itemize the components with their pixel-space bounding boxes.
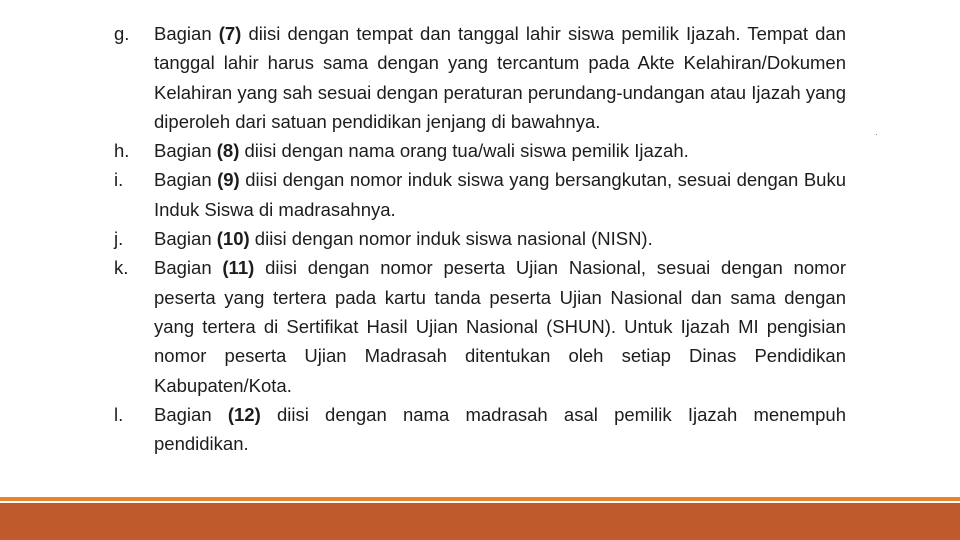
- item-number: (11): [222, 257, 255, 279]
- item-number: (7): [218, 23, 242, 44]
- list-item-i: [114, 165, 846, 224]
- list-letter: i.: [114, 169, 124, 191]
- list-letter: h.: [114, 140, 130, 162]
- list-item-text: [154, 253, 846, 399]
- list-item-l: [114, 400, 846, 459]
- list-item-text: [154, 400, 846, 459]
- item-prefix: Bagian: [154, 403, 228, 425]
- list-letter: j.: [114, 228, 124, 250]
- item-description: diisi dengan nama madrasah asal pemilik Ijazah menempuh pendidikan.: [154, 403, 846, 455]
- item-prefix: Bagian: [154, 140, 217, 162]
- list-item-g: [114, 19, 846, 136]
- list-item-text: [154, 224, 846, 253]
- item-number: (10): [216, 228, 250, 250]
- item-description: diisi dengan tempat dan tanggal lahir siswa pemilik Ijazah. Tempat dan tanggal lahir harus sama dengan yang tercantum pada Akte Kelahiran/Dokumen Kelahiran yang sah sesuai dengan peraturan perundang-undangan atau Ijazah yang diperoleh dari satuan pendidikan jenjang di bawahnya.: [154, 23, 846, 132]
- stray-dot: [876, 134, 877, 135]
- list-item-j: [114, 224, 846, 253]
- item-prefix: Bagian: [154, 169, 218, 191]
- item-number: (12): [227, 403, 261, 425]
- list-item-h: [114, 136, 846, 165]
- item-description: diisi dengan nomor induk siswa nasional (NISN).: [249, 228, 653, 250]
- item-prefix: Bagian: [154, 257, 223, 279]
- document-list: [114, 19, 846, 458]
- item-prefix: Bagian: [154, 23, 219, 44]
- footer-band-thick: [0, 503, 960, 540]
- list-item-text: [154, 165, 846, 224]
- list-letter: k.: [114, 257, 129, 279]
- item-description: diisi dengan nomor peserta Ujian Nasional, sesuai dengan nomor peserta yang tertera pada kartu tanda peserta Ujian Nasional dan sama dengan yang tertera di Sertifikat Hasil Ujian Nasional (SHUN). Untuk Ijazah MI pengisian nomor peserta Ujian Madrasah ditentukan oleh setiap Dinas Pendidikan Kabupaten/Kota.: [154, 257, 846, 396]
- item-description: diisi dengan nama orang tua/wali siswa pemilik Ijazah.: [239, 140, 689, 162]
- item-number: (9): [217, 169, 240, 191]
- item-prefix: Bagian: [154, 228, 217, 250]
- item-description: diisi dengan nomor induk siswa yang bersangkutan, sesuai dengan Buku Induk Siswa di madrasahnya.: [154, 169, 846, 220]
- list-letter: g.: [114, 23, 130, 44]
- list-item-k: [114, 253, 846, 399]
- list-letter: l.: [114, 403, 124, 425]
- list-item-text: [154, 136, 846, 165]
- list-item-text: [154, 19, 846, 136]
- item-number: (8): [216, 140, 240, 162]
